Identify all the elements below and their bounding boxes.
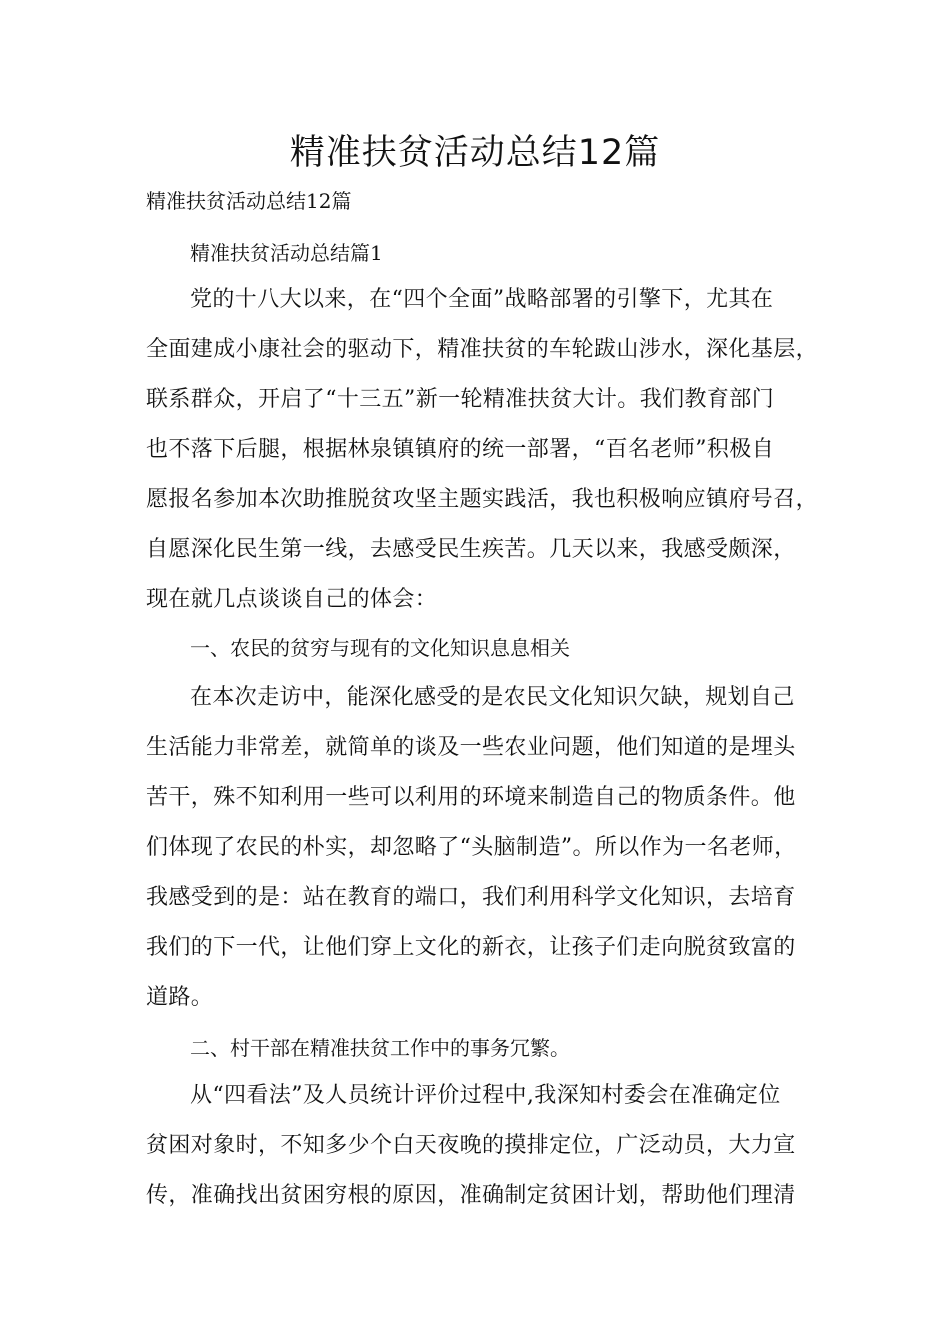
paragraph-line: 传，准确找出贫困穷根的原因，准确制定贫困计划，帮助他们理清: [146, 1183, 796, 1208]
paragraph-line: 自愿深化民生第一线，去感受民生疾苦。几天以来，我感受颇深，: [146, 537, 796, 562]
paragraph-line: 现在就几点谈谈自己的体会：: [146, 587, 438, 612]
section-heading: 精准扶贫活动总结篇1: [190, 241, 383, 265]
paragraph-line: 们体现了农民的朴实，却忽略了“头脑制造”。所以作为一名老师，: [146, 835, 797, 860]
paragraph-line: 贫困对象时，不知多少个白天夜晚的摸排定位，广泛动员，大力宣: [146, 1133, 796, 1158]
paragraph-line: 也不落下后腿，根据林泉镇镇府的统一部署，“百名老师”积极自: [146, 437, 775, 462]
document-title: 精准扶贫活动总结12篇: [289, 133, 661, 173]
paragraph-line: 愿报名参加本次助推脱贫攻坚主题实践活，我也积极响应镇府号召，: [146, 487, 819, 512]
paragraph-line: 我感受到的是：站在教育的端口，我们利用科学文化知识，去培育: [146, 885, 796, 910]
paragraph-line: 党的十八大以来，在“四个全面”战略部署的引擎下，尤其在: [190, 287, 774, 312]
point-1-heading: 一、农民的贫穷与现有的文化知识息息相关: [190, 636, 570, 660]
paragraph-1: [146, 275, 819, 625]
paragraph-2: [146, 673, 806, 1023]
point-2-heading: 二、村干部在精准扶贫工作中的事务冗繁。: [190, 1036, 570, 1060]
paragraph-line: 在本次走访中，能深化感受的是农民文化知识欠缺，规划自己: [190, 685, 795, 710]
paragraph-line: 生活能力非常差，就简单的谈及一些农业问题，他们知道的是埋头: [146, 735, 796, 760]
paragraph-line: 道路。: [146, 985, 214, 1010]
paragraph-line: 从“四看法”及人员统计评价过程中,我深知村委会在准确定位: [190, 1083, 781, 1108]
paragraph-line: 苦干，殊不知利用一些可以利用的环境来制造自己的物质条件。他: [146, 785, 796, 810]
paragraph-line: 全面建成小康社会的驱动下，精准扶贫的车轮跋山涉水，深化基层，: [146, 337, 819, 362]
document-subtitle: 精准扶贫活动总结12篇: [146, 189, 352, 213]
paragraph-line: 我们的下一代，让他们穿上文化的新衣，让孩子们走向脱贫致富的: [146, 935, 796, 960]
paragraph-3: [146, 1071, 806, 1221]
paragraph-line: 联系群众，开启了“十三五”新一轮精准扶贫大计。我们教育部门: [146, 387, 775, 412]
